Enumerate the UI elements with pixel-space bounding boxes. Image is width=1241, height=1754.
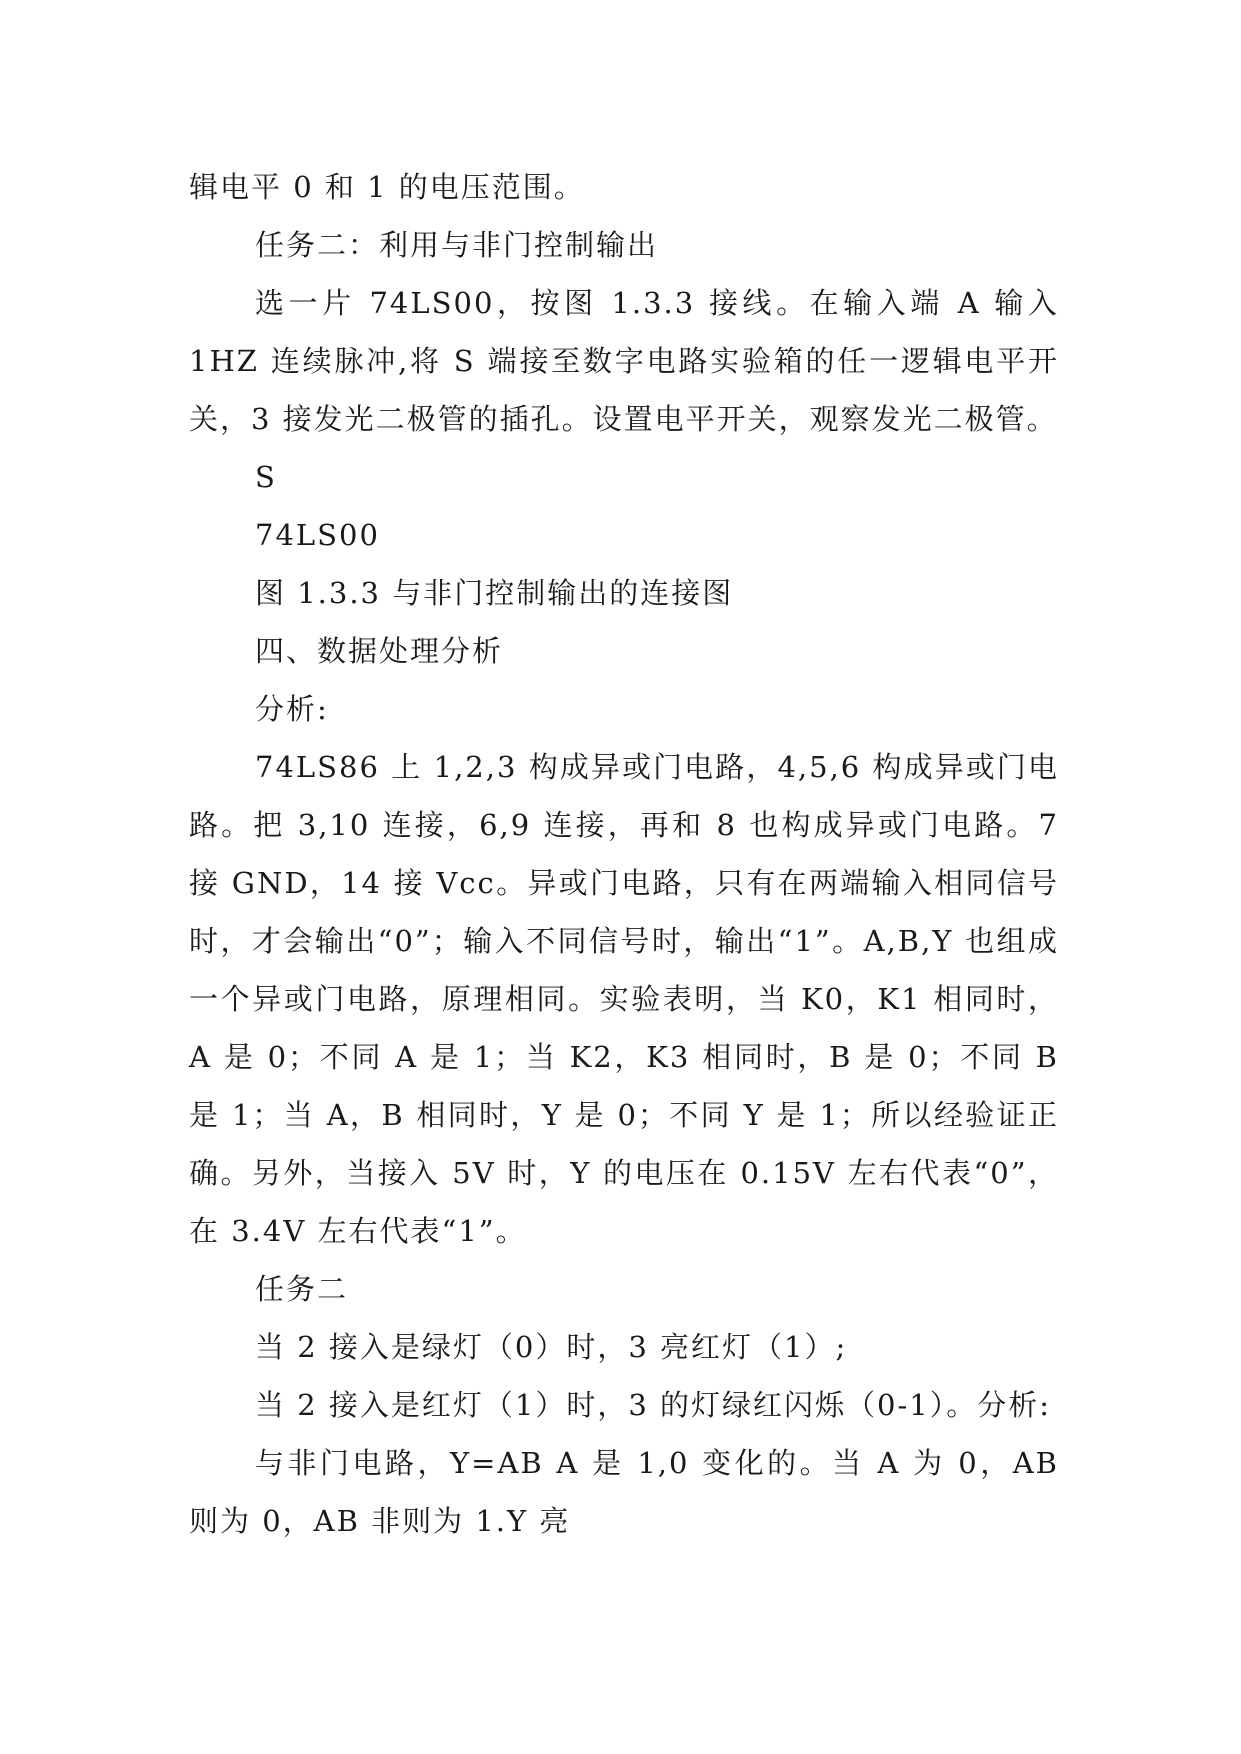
paragraph-nand-analysis: 与非门电路，Y=AB A 是 1,0 变化的。当 A 为 0，AB 则为 0，AB 非则为 1.Y 亮 bbox=[189, 1446, 1059, 1538]
paragraph-wiring-instructions: 选一片 74LS00，按图 1.3.3 接线。在输入端 A 输入 1HZ 连续脉冲,将 S 端接至数字电路实验箱的任一逻辑电平开关，3 接发光二极管的插孔。设置电平开关，观察发光二极管。 bbox=[189, 286, 1059, 436]
result-red-input: 当 2 接入是红灯（1）时，3 的灯绿红闪烁（0-1）。分析: bbox=[255, 1388, 1051, 1422]
section-heading-analysis: 四、数据处理分析 bbox=[255, 634, 504, 668]
heading-task-two: 任务二：利用与非门控制输出 bbox=[255, 228, 659, 262]
result-green-input: 当 2 接入是绿灯（0）时，3 亮红灯（1）; bbox=[255, 1330, 848, 1364]
analysis-label: 分析: bbox=[255, 692, 329, 726]
figure-label-chip: 74LS00 bbox=[255, 518, 380, 552]
figure-label-s: S bbox=[255, 460, 277, 494]
paragraph-xor-analysis: 74LS86 上 1,2,3 构成异或门电路，4,5,6 构成异或门电路。把 3,10 连接，6,9 连接，再和 8 也构成异或门电路。7 接 GND，14 接 Vcc。异或门电路，只有在两端输入相同信号时，才会输出“0”；输入不同信号时，输出“1”。A,B,Y 也组成一个异或门电路，原理相同。实验表明，当 K0，K1 相同时，A 是 0；不同 A 是 1；当 K2，K3 相同时，B 是 0；不同 B 是 1；当 A，B 相同时，Y 是 0；不同 Y 是 1；所以经验证正确。另外，当接入 5V 时，Y 的电压在 0.15V 左右代表“0”，在 3.4V 左右代表“1”。 bbox=[189, 750, 1059, 1248]
figure-caption: 图 1.3.3 与非门控制输出的连接图 bbox=[255, 576, 734, 610]
body-text bbox=[189, 158, 1059, 1550]
paragraph-voltage-range: 辑电平 0 和 1 的电压范围。 bbox=[189, 170, 585, 204]
heading-task-two-results: 任务二 bbox=[255, 1272, 349, 1306]
